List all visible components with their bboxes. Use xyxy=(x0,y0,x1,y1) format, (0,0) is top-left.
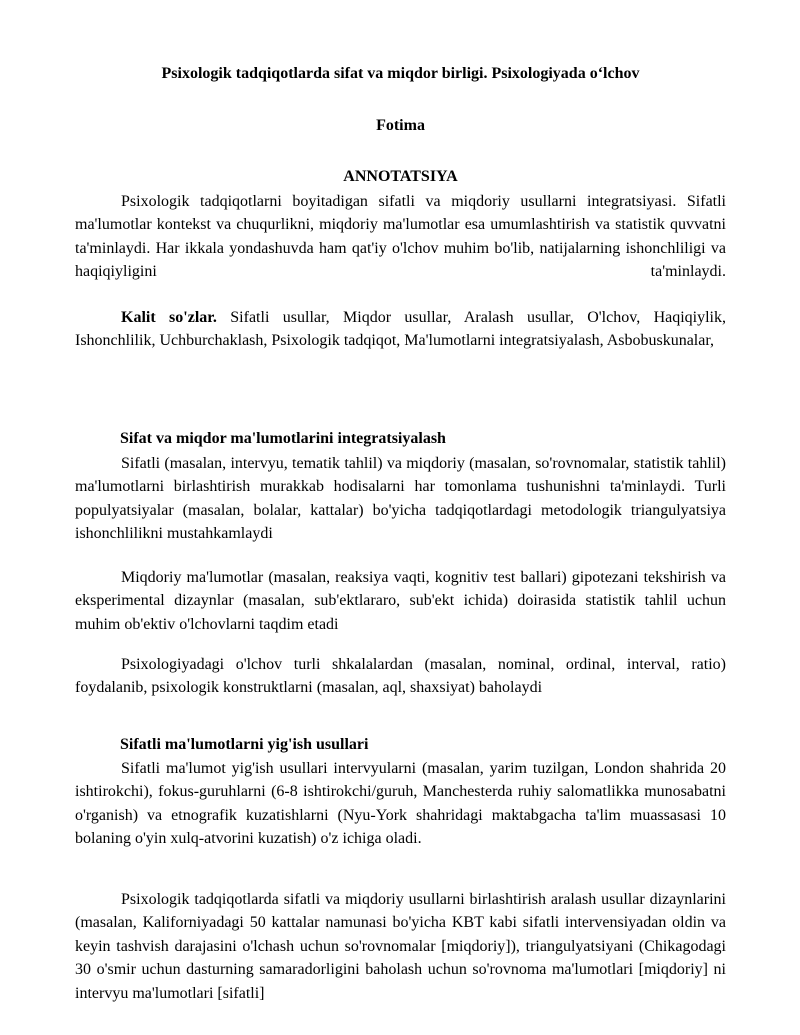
keywords-paragraph xyxy=(75,306,726,353)
section2-paragraph-2: Psixologik tadqiqotlarda sifatli va miqdoriy usullarni birlashtirish aralash usullar dizaynlarini (masalan, Kaliforniyadagi 50 kattalar namunasi bo'yicha KBT kabi sifatli intervensiyadan oldin va keyin tashvish darajasini o'lchash uchun so'rovnomalar [miqdoriy]), triangulyatsiyani (Chikagodagi 30 o'smir uchun dasturning samaradorligini baholash uchun so'rovnoma ma'lumotlari [miqdoriy] ni intervyu ma'lumotlari [sifatli] xyxy=(75,891,726,1002)
keywords-label: Kalit so'zlar. xyxy=(121,309,217,326)
section-heading-integration: Sifat va miqdor ma'lumotlarini integratsiyalash xyxy=(120,430,446,447)
author-name: Fotima xyxy=(376,117,425,134)
section1-paragraph-3: Psixologiyadagi o'lchov turli shkalalardan (masalan, nominal, ordinal, interval, ratio) foydalanib, psixologik konstruktlarni (masalan, aql, shaxsiyat) baholaydi xyxy=(75,656,726,697)
section-heading-qualitative-methods: Sifatli ma'lumotlarni yig'ish usullari xyxy=(120,736,369,753)
section1-paragraph-2: Miqdoriy ma'lumotlar (masalan, reaksiya vaqti, kognitiv test ballari) gipotezani tekshirish va eksperimental dizaynlar (masalan, sub'ektlararo, sub'ekt ichida) doirasida statistik tahlil uchun muhim ob'ektiv o'lchovlarni taqdim etadi xyxy=(75,569,726,633)
abstract-heading: ANNOTATSIYA xyxy=(343,168,458,185)
document-title: Psixologik tadqiqotlarda sifat va miqdor birligi. Psixologiyada o‘lchov xyxy=(161,65,640,82)
keywords-list: Sifatli usullar, Miqdor usullar, Aralash usullar, O'lchov, Haqiqiylik, Ishonchlilik, Uchburchaklash, Psixologik tadqiqot, Ma'lumotlarni integratsiyalash, Asbobuskunalar, xyxy=(75,309,727,350)
abstract-paragraph: Psixologik tadqiqotlarni boyitadigan sifatli va miqdoriy usullarni integratsiyasi. Sifatli ma'lumotlar kontekst va chuqurlikni, miqdoriy ma'lumotlar esa umumlashtirish va statistik quvvatni ta'minlaydi. Har ikkala yondashuvda ham qat'iy o'lchov muhim bo'lib, natijalarning ishonchliligi va haqiqiyligini ta'minlaydi. xyxy=(75,193,726,281)
section2-paragraph-1: Sifatli ma'lumot yig'ish usullari intervyularni (masalan, yarim tuzilgan, London shahrida 20 ishtirokchi), fokus-guruhlarni (6-8 ishtirokchi/guruh, Manchesterda ruhiy salomatlikka munosabatni o'rganish) va etnografik kuzatishlarni (Nyu-York shahridagi maktabgacha ta'lim muassasasi 10 bolaning o'yin xulq-atvorini kuzatish) o'z ichiga oladi. xyxy=(75,760,726,848)
section1-paragraph-1: Sifatli (masalan, intervyu, tematik tahlil) va miqdoriy (masalan, so'rovnomalar, statistik tahlil) ma'lumotlarni birlashtirish murakkab hodisalarni har tomonlama tushunishni ta'minlaydi. Turli populyatsiyalar (masalan, bolalar, kattalar) bo'yicha tadqiqotlardagi metodologik triangulyatsiya ishonchlilikni mustahkamlaydi xyxy=(75,455,726,543)
